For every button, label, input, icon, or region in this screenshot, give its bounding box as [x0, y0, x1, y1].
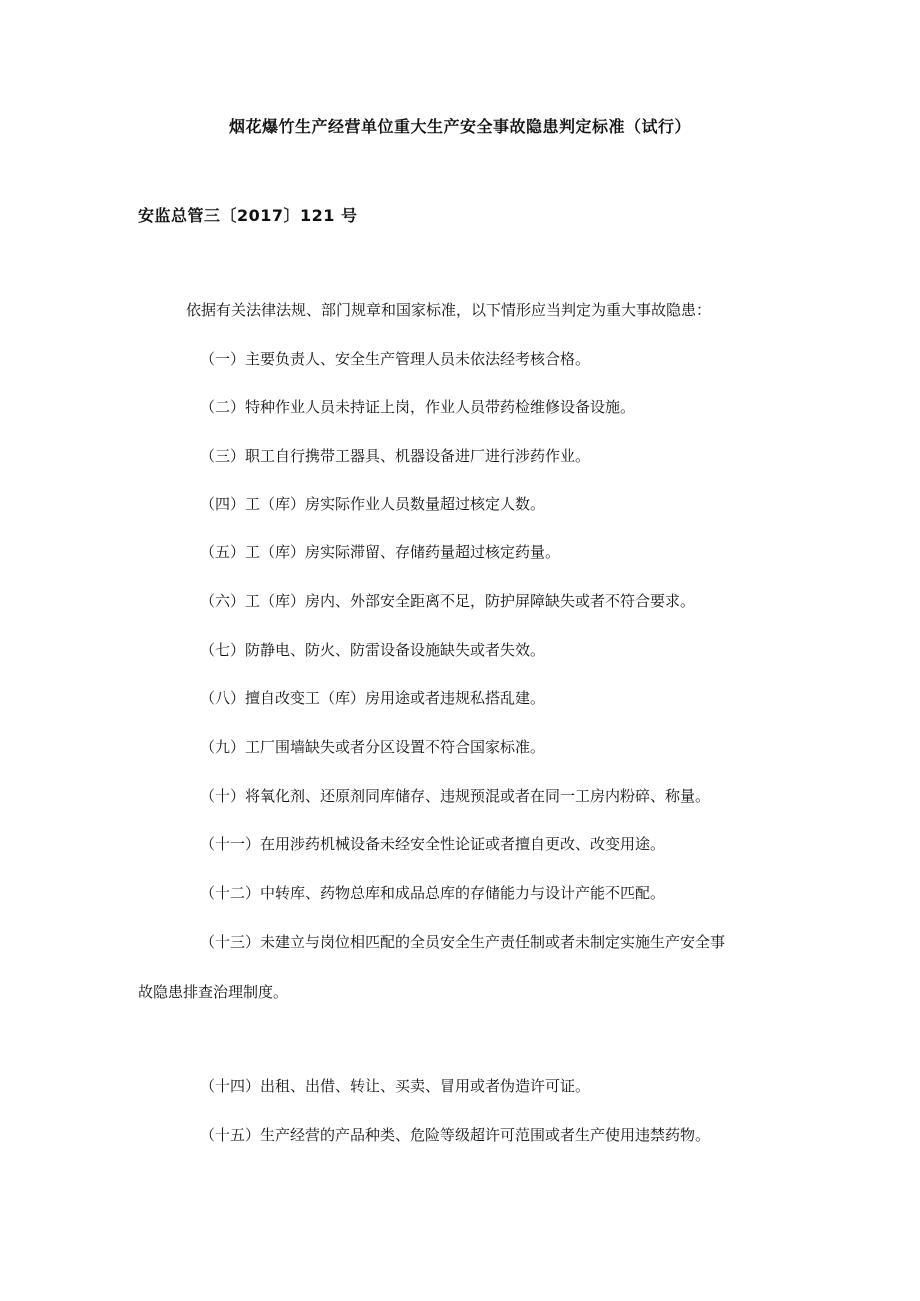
list-item: （九）工厂围墙缺失或者分区设置不符合国家标准。: [200, 738, 546, 756]
list-item: （一）主要负责人、安全生产管理人员未依法经考核合格。: [200, 350, 591, 368]
document-number: 安监总管三〔2017〕121 号: [138, 206, 358, 225]
list-item: （六）工（库）房内、外部安全距离不足，防护屏障缺失或者不符合要求。: [200, 592, 696, 610]
list-item: （四）工（库）房实际作业人员数量超过核定人数。: [200, 495, 546, 513]
list-item-continuation: 故隐患排查治理制度。: [138, 983, 289, 1001]
list-item: （八）擅自改变工（库）房用途或者违规私搭乱建。: [200, 689, 546, 707]
intro-paragraph: 依据有关法律法规、部门规章和国家标准，以下情形应当判定为重大事故隐患：: [186, 301, 712, 319]
list-item: （三）职工自行携带工器具、机器设备进厂进行涉药作业。: [200, 447, 591, 465]
list-item: （二）特种作业人员未持证上岗，作业人员带药检维修设备设施。: [200, 398, 636, 416]
list-item: （十三）未建立与岗位相匹配的全员安全生产责任制或者未制定实施生产安全事: [200, 933, 726, 951]
list-item: （五）工（库）房实际滞留、存储药量超过核定药量。: [200, 543, 561, 561]
document-title: 烟花爆竹生产经营单位重大生产安全事故隐患判定标准（试行）: [228, 117, 691, 136]
list-item: （七）防静电、防火、防雷设备设施缺失或者失效。: [200, 641, 546, 659]
list-item: （十二）中转库、药物总库和成品总库的存储能力与设计产能不匹配。: [200, 884, 666, 902]
list-item: （十五）生产经营的产品种类、危险等级超许可范围或者生产使用违禁药物。: [200, 1126, 711, 1144]
list-item: （十四）出租、出借、转让、买卖、冒用或者伪造许可证。: [200, 1077, 591, 1095]
list-item: （十一）在用涉药机械设备未经安全性论证或者擅自更改、改变用途。: [200, 835, 666, 853]
list-item: （十）将氧化剂、还原剂同库储存、违规预混或者在同一工房内粉碎、称量。: [200, 787, 711, 805]
